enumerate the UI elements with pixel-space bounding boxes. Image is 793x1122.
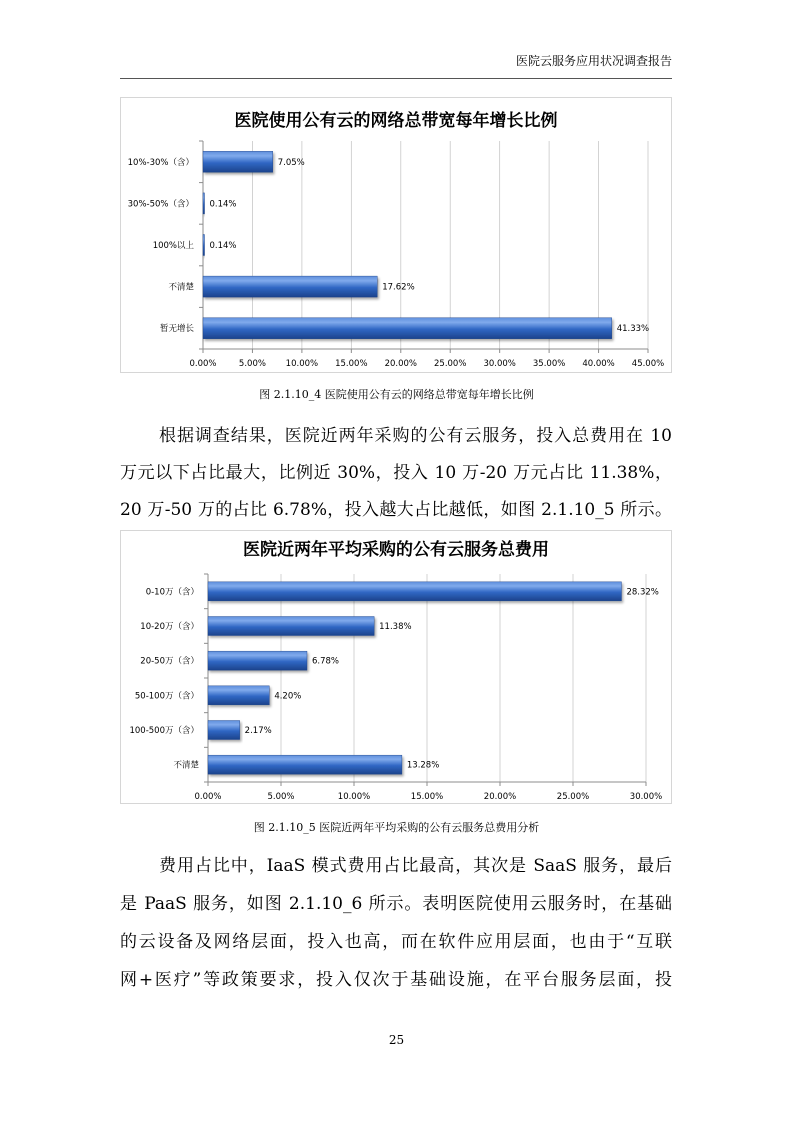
category-label: 50-100万（含） — [134, 691, 199, 702]
paragraph-line: 根据调查结果，医院近两年采购的公有云服务，投入总费用在 10 — [159, 426, 672, 446]
body-paragraph — [120, 418, 672, 529]
data-label: 6.78% — [311, 656, 340, 667]
axes — [204, 574, 646, 786]
figure-caption: 图 2.1.10_4 医院使用公有云的网络总带宽每年增长比例 — [259, 388, 534, 401]
bar — [208, 721, 240, 740]
bar — [208, 582, 621, 601]
bar-chart-svg — [121, 531, 671, 803]
chart-bandwidth-growth — [120, 97, 672, 373]
x-tick-label: 15.00% — [410, 792, 444, 802]
chart-title: 医院使用公有云的网络总带宽每年增长比例 — [234, 111, 558, 131]
x-tick-labels — [189, 359, 664, 369]
paragraph-line: 的云设备及网络层面，投入也高，而在软件应用层面，也由于“互联 — [120, 932, 672, 952]
x-tick-label: 0.00% — [194, 792, 222, 802]
data-label: 0.14% — [209, 241, 237, 251]
category-labels — [129, 586, 199, 770]
category-label: 30%-50%（含） — [127, 199, 194, 210]
data-label: 11.38% — [379, 622, 412, 632]
category-label: 10%-30%（含） — [127, 157, 194, 168]
x-tick-label: 5.00% — [267, 792, 295, 802]
data-label: 2.17% — [244, 726, 272, 736]
category-label: 不清楚 — [168, 282, 194, 293]
category-label: 20-50万（含） — [140, 656, 199, 667]
x-tick-label: 25.00% — [434, 359, 467, 369]
paragraph-line: 20 万-50 万的占比 6.78%，投入越大占比越低，如图 2.1.10_5 所示。 — [120, 500, 672, 520]
bars — [208, 582, 621, 774]
paragraph-line: 费用占比中，IaaS 模式费用占比最高，其次是 SaaS 服务，最后 — [159, 856, 672, 876]
category-label: 0-10万（含） — [145, 587, 199, 598]
bar — [203, 193, 205, 214]
data-label: 41.33% — [616, 324, 650, 335]
gridlines — [281, 574, 646, 782]
paragraph-line: 是 PaaS 服务，如图 2.1.10_6 所示。表明医院使用云服务时，在基础 — [120, 894, 672, 914]
x-tick-label: 0.00% — [189, 359, 217, 369]
x-tick-label: 35.00% — [532, 359, 566, 369]
bar — [208, 651, 307, 670]
x-tick-label: 10.00% — [285, 359, 319, 369]
category-label: 暂无增长 — [159, 324, 194, 335]
body-paragraph — [120, 847, 672, 999]
bars — [203, 151, 612, 338]
category-label: 100-500万（含） — [129, 726, 199, 736]
x-tick-label: 30.00% — [483, 359, 516, 369]
data-label: 0.14% — [209, 199, 237, 210]
x-tick-label: 10.00% — [337, 792, 371, 802]
category-labels — [128, 157, 195, 334]
data-label: 13.28% — [406, 760, 440, 771]
chart-title: 医院近两年平均采购的公有云服务总费用 — [243, 540, 549, 560]
x-tick-label: 45.00% — [631, 359, 665, 369]
bar — [208, 617, 374, 636]
header-rule — [120, 78, 672, 79]
running-header: 医院云服务应用状况调查报告 — [515, 54, 672, 68]
x-tick-label: 40.00% — [582, 359, 615, 369]
data-labels — [245, 587, 659, 770]
bar — [208, 755, 402, 774]
paragraph-line: 万元以下占比最大，比例近 30%，投入 10 万-20 万元占比 11.38%， — [120, 463, 672, 483]
data-label: 7.05% — [277, 157, 305, 168]
x-tick-label: 20.00% — [384, 359, 417, 369]
x-tick-labels — [194, 792, 662, 802]
x-tick-label: 30.00% — [629, 792, 663, 802]
data-label: 17.62% — [382, 282, 415, 293]
category-label: 100%以上 — [152, 241, 194, 251]
bar — [203, 151, 273, 172]
x-tick-label: 20.00% — [483, 792, 517, 802]
data-label: 4.20% — [274, 691, 302, 702]
bar — [203, 318, 612, 339]
category-label: 10-20万（含） — [140, 622, 199, 632]
bar — [203, 235, 205, 256]
page-number: 25 — [388, 1033, 405, 1047]
x-tick-label: 15.00% — [335, 359, 368, 369]
chart-procurement-cost — [120, 530, 672, 804]
bar-chart-svg — [121, 98, 671, 372]
data-labels — [210, 158, 650, 334]
x-tick-label: 25.00% — [556, 792, 590, 802]
figure-caption: 图 2.1.10_5 医院近两年平均采购的公有云服务总费用分析 — [253, 821, 540, 834]
data-label: 28.32% — [626, 587, 659, 598]
bar — [208, 686, 269, 705]
category-label: 不清楚 — [173, 760, 199, 771]
x-tick-label: 5.00% — [238, 359, 266, 369]
paragraph-line: 网+医疗”等政策要求，投入仅次于基础设施，在平台服务层面，投 — [120, 970, 672, 990]
bar — [203, 276, 377, 297]
